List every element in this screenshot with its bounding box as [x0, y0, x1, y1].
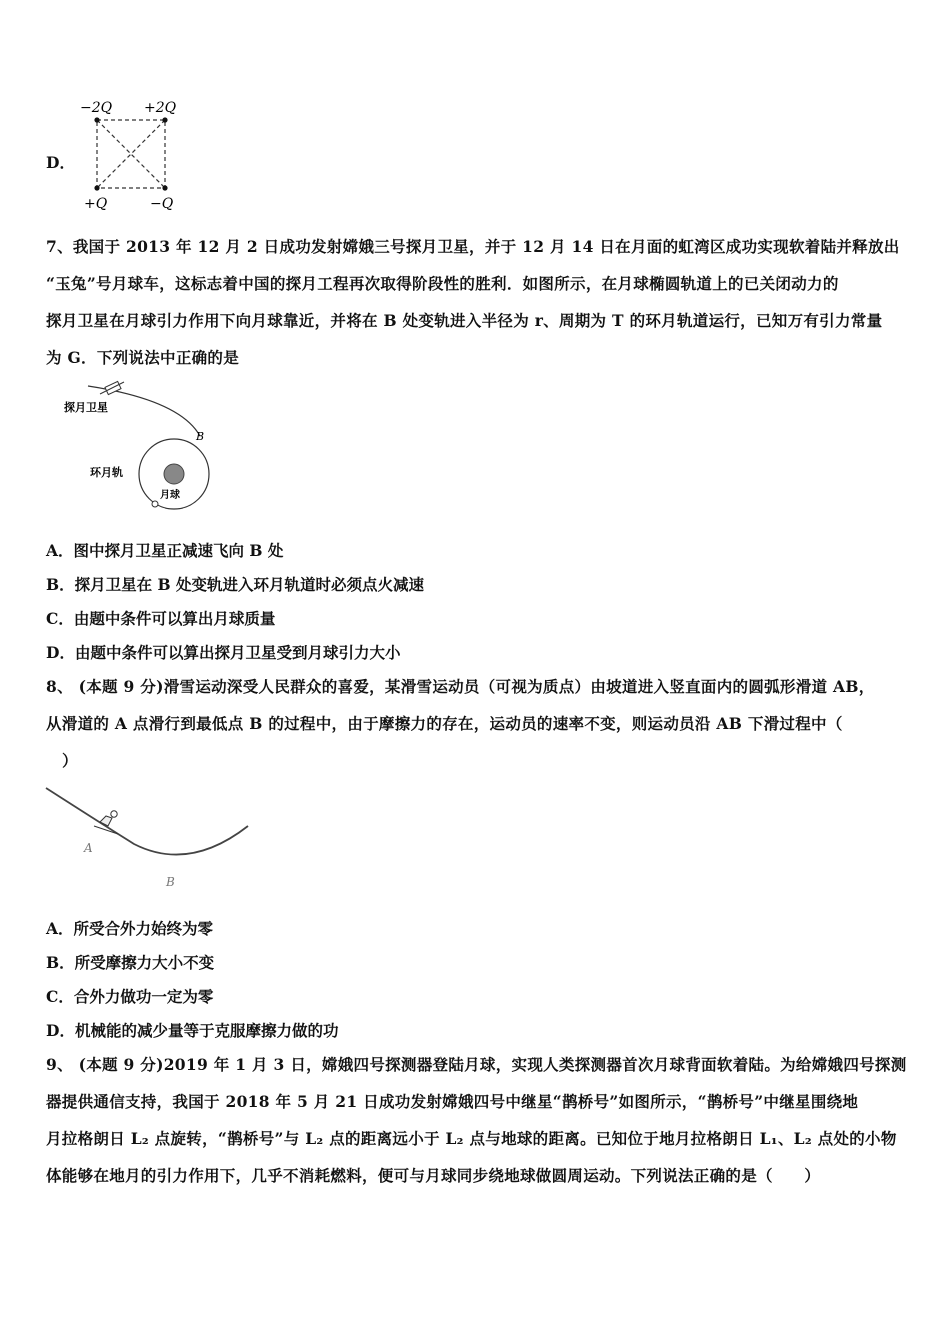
q8-stem-line-3: ）: [62, 751, 78, 770]
q9-stem-line-2: 器提供通信支持，我国于 2018 年 5 月 21 日成功发射嫦娥四号中继星“鹊桥号”如图所示，“鹊桥号”中继星围绕地: [46, 1092, 859, 1111]
satellite-label: 探月卫星: [64, 401, 108, 414]
q8-option-b: B．所受摩擦力大小不变: [46, 953, 215, 972]
q8-stem-line-2: 从滑道的 A 点滑行到最低点 B 的过程中，由于摩擦力的存在，运动员的速率不变，则运动员沿 AB 下滑过程中（: [46, 714, 843, 733]
charge-top-left: −2Q: [80, 100, 113, 116]
point-b-label: B: [166, 875, 175, 889]
q8-option-a: A．所受合外力始终为零: [46, 919, 214, 938]
q7-option-c: C．由题中条件可以算出月球质量: [46, 609, 276, 628]
q9-stem-line-1: 9、 (本题 9 分)2019 年 1 月 3 日，嫦娥四号探测器登陆月球，实现人类探测器首次月球背面软着陆。为给嫦娥四号探测: [46, 1055, 907, 1074]
q7-stem-line-1: 7、我国于 2013 年 12 月 2 日成功发射嫦娥三号探月卫星，并于 12 月 14 日在月面的虹湾区成功实现软着陆并释放出: [46, 237, 900, 256]
q7-stem-line-3: 探月卫星在月球引力作用下向月球靠近，并将在 B 处变轨进入半径为 r、周期为 T 的环月轨道运行，已知万有引力常量: [46, 311, 883, 330]
q8-stem-line-1: 8、 (本题 9 分)滑雪运动深受人民群众的喜爱，某滑雪运动员（可视为质点）由坡道进入竖直面内的圆弧形滑道 AB，: [46, 677, 875, 696]
q8-ski-slope-figure: [44, 782, 254, 890]
orbit-label: 环月轨: [90, 466, 123, 479]
q7-option-d: D．由题中条件可以算出探月卫星受到月球引力大小: [46, 643, 401, 662]
q8-option-d: D．机械能的减少量等于克服摩擦力做的功: [46, 1021, 339, 1040]
point-b-label: B: [196, 430, 205, 443]
q7-option-a: A．图中探月卫星正减速飞向 B 处: [46, 541, 284, 560]
q6-option-d-label: D．: [46, 153, 75, 172]
q7-moon-orbit-figure: [60, 378, 230, 513]
charge-top-right: +2Q: [144, 100, 177, 116]
skier-icon: [94, 811, 118, 834]
q7-option-b: B．探月卫星在 B 处变轨进入环月轨道时必须点火减速: [46, 575, 424, 594]
q7-stem-line-4: 为 G．下列说法中正确的是: [46, 348, 240, 367]
point-a-label: A: [84, 841, 93, 855]
q9-stem-line-3: 月拉格朗日 L₂ 点旋转，“鹊桥号”与 L₂ 点的距离远小于 L₂ 点与地球的距离。已知位于地月拉格朗日 L₁、L₂ 点处的小物: [46, 1129, 897, 1148]
charge-bottom-left: +Q: [84, 196, 108, 212]
q6-charge-square-figure: [78, 96, 188, 216]
q8-option-c: C．合外力做功一定为零: [46, 987, 214, 1006]
charge-bottom-right: −Q: [150, 196, 174, 212]
moon-label: 月球: [160, 490, 180, 501]
q7-stem-line-2: “玉兔”号月球车，这标志着中国的探月工程再次取得阶段性的胜利．如图所示，在月球椭圆轨道上的已关闭动力的: [46, 274, 839, 293]
q9-stem-line-4: 体能够在地月的引力作用下，几乎不消耗燃料，便可与月球同步绕地球做圆周运动。下列说法正确的是（ ）: [46, 1166, 821, 1185]
